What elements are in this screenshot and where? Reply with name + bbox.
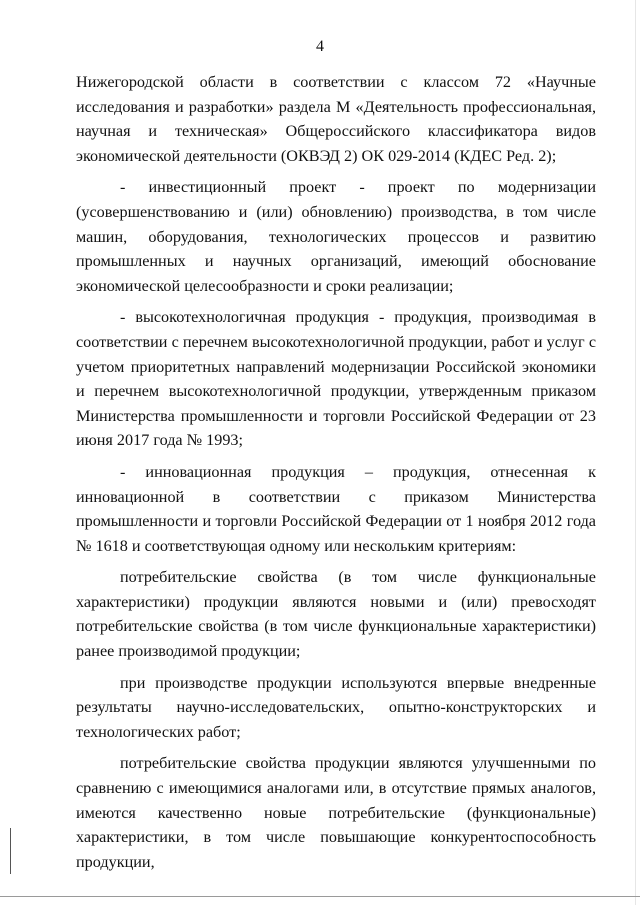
paragraph-investment-project: - инвестиционный проект - проект по модернизации (усовершенствованию и (или) обновлению) производства, в том числе машин, оборудования, технологических процессов и развитию промышленных и научных организаций, имеющий обоснование экономической целесообразности и сроки реализации;: [76, 178, 596, 295]
scan-margin-mark: [10, 828, 11, 874]
paragraph-high-tech-products: - высокотехнологичная продукция - продукция, производимая в соответствии с перечнем высокотехнологичной продукции, работ и услуг с учетом приоритетных направлений модернизации Российской экономики и перечнем высокотехнологичной продукции, утвержденным приказом Министерства промышленности и торговли Российской Федерации от 23 июня 2017 года № 1993;: [76, 308, 596, 450]
paragraph-innovative-products: - инновационная продукция – продукция, отнесенная к инновационной в соответствии с приказом Министерства промышленности и торговли Российской Федерации от 1 ноября 2012 года № 1618 и соответствующая одному или нескольким критериям:: [76, 462, 596, 555]
scan-bottom-line: [0, 896, 640, 897]
paragraph-okved-continuation: Нижегородской области в соответствии с классом 72 «Научные исследования и разработки» раздела М «Деятельность профессиональная, научная и техническая» Общероссийского классификатора видов экономической деятельности (ОКВЭД 2) ОК 029-2014 (КДЕС Ред. 2);: [76, 73, 596, 165]
page-edge: [635, 0, 636, 905]
page-number: 4: [316, 38, 324, 55]
paragraph-criterion-research-results: при производстве продукции используются впервые внедренные результаты научно-исследовательских, опытно-конструкторских и технологических работ;: [76, 673, 596, 741]
paragraph-criterion-improved-properties: потребительские свойства продукции являются улучшенными по сравнению с имеющимися аналогами или, в отсутствие прямых аналогов, имеются качественно новые потребительские (функциональные) характеристики, в том числе повышающие конкурентоспособность продукции,: [76, 754, 596, 871]
document-body: [76, 70, 596, 881]
paragraph-criterion-consumer-properties: потребительские свойства (в том числе функциональные характеристики) продукции являются новыми и (или) превосходят потребительские свойства (в том числе функциональные характеристики) ранее производимой продукции;: [76, 568, 596, 661]
